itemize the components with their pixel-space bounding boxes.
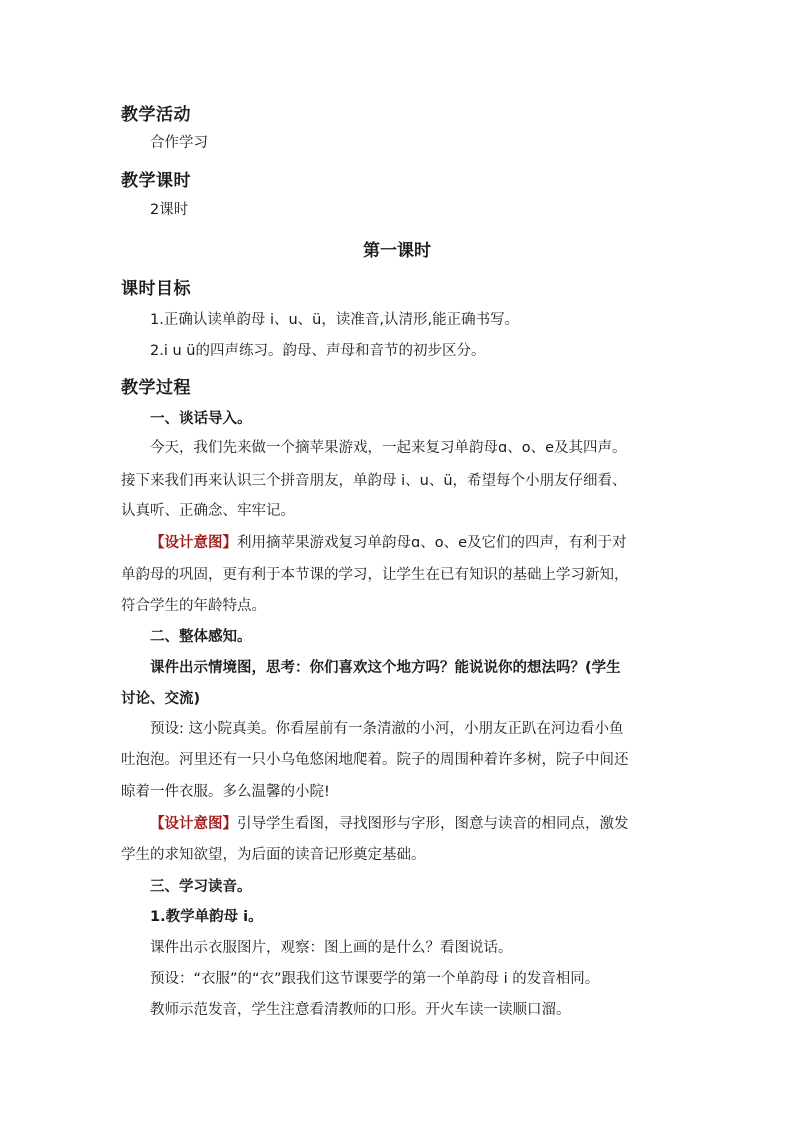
preset-line: 预设: 这小院真美。你看屋前有一条清澈的小河，小朋友正趴在河边看小鱼 xyxy=(150,721,624,737)
hours-heading: 教学课时 xyxy=(121,171,191,191)
design-intent-line: 符合学生的年龄特点。 xyxy=(121,598,266,614)
step2-question: 讨论、交流) xyxy=(121,691,201,707)
design-intent-2 xyxy=(150,815,629,833)
goal-item-2: 2.i u ü的四声练习。韵母、声母和音节的初步区分。 xyxy=(150,343,486,359)
preset-line: 吐泡泡。河里还有一只小乌龟悠闲地爬着。院子的周围种着许多树，院子中间还 xyxy=(121,752,629,768)
design-intent-label: 【设计意图】 xyxy=(150,535,237,551)
design-intent-line: 单韵母的巩固，更有利于本节课的学习，让学生在已有知识的基础上学习新知， xyxy=(121,567,629,583)
design-intent-text: 利用摘苹果游戏复习单韵母ɑ、o、e及它们的四声，有利于对 xyxy=(237,535,627,551)
design-intent-line: 学生的求知欲望，为后面的读音记形奠定基础。 xyxy=(121,847,426,863)
step3-line: 预设：“衣服”的“衣”跟我们这节课要学的第一个单韵母 i 的发音相同。 xyxy=(150,971,600,987)
step3-line: 课件出示衣服图片，观察：图上画的是什么？看图说话。 xyxy=(150,940,513,956)
goal-item-1: 1.正确认读单韵母 i、u、ü，读准音,认清形,能正确书写。 xyxy=(150,312,520,328)
step1-line: 接下来我们再来认识三个拼音朋友，单韵母 i、u、ü，希望每个小朋友仔细看、 xyxy=(121,473,627,489)
lesson-title: 第一课时 xyxy=(363,241,431,261)
activity-text: 合作学习 xyxy=(150,135,208,151)
step2-heading: 二、整体感知。 xyxy=(150,629,252,645)
preset-line: 晾着一件衣服。多么温馨的小院! xyxy=(121,784,330,800)
goals-heading: 课时目标 xyxy=(121,279,191,299)
activity-heading: 教学活动 xyxy=(121,105,191,125)
design-intent-label: 【设计意图】 xyxy=(150,816,237,832)
design-intent-1 xyxy=(150,534,627,552)
step1-line: 认真听、正确念、牢牢记。 xyxy=(121,503,295,519)
hours-text: 2课时 xyxy=(150,202,189,218)
step3-subheading: 1.教学单韵母 i。 xyxy=(150,909,263,925)
step3-heading: 三、学习读音。 xyxy=(150,879,252,895)
step1-heading: 一、谈话导入。 xyxy=(150,411,252,427)
design-intent-text: 引导学生看图，寻找图形与字形，图意与读音的相同点，激发 xyxy=(237,816,629,832)
step3-line: 教师示范发音，学生注意看清教师的口形。开火车读一读顺口溜。 xyxy=(150,1002,571,1018)
step1-line: 今天，我们先来做一个摘苹果游戏，一起来复习单韵母ɑ、o、e及其四声。 xyxy=(150,440,627,456)
step2-question: 课件出示情境图，思考：你们喜欢这个地方吗？能说说你的想法吗？(学生 xyxy=(150,660,621,676)
process-heading: 教学过程 xyxy=(121,378,191,398)
